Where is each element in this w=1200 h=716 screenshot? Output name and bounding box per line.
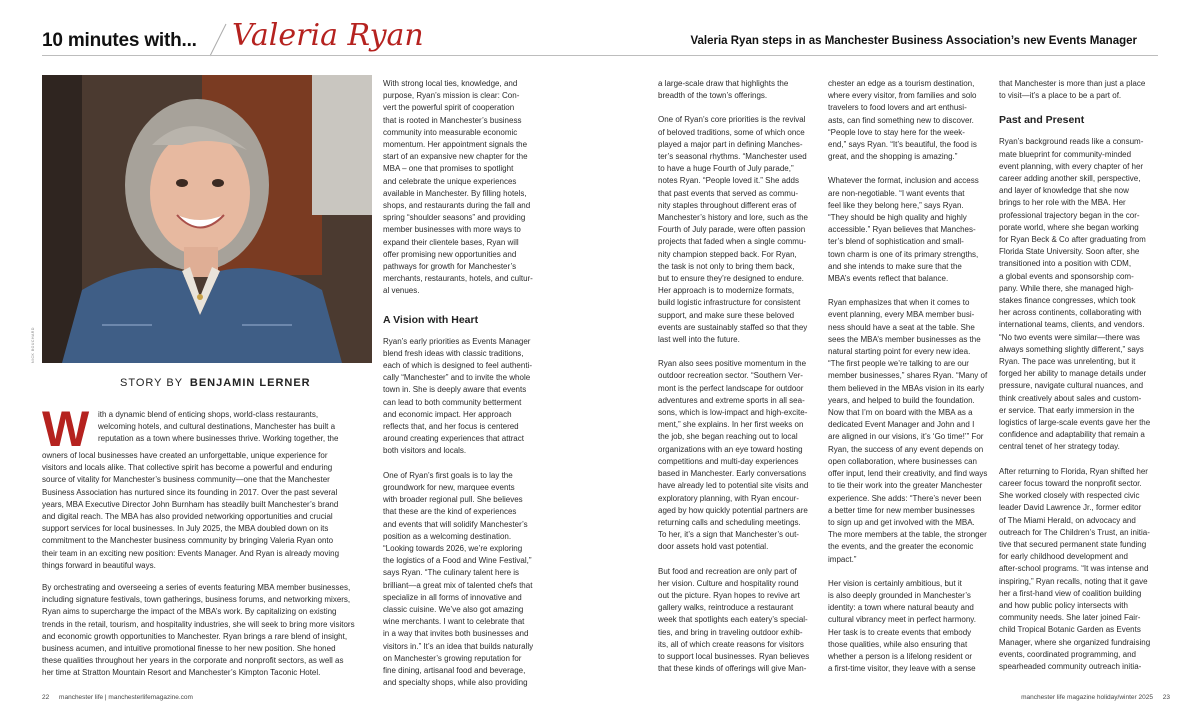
intro-block [42, 401, 374, 690]
footer-left [42, 694, 193, 701]
col3-paragraph-4: Her vision is certainly ambitious, but it is also deeply grounded in Manchester’s identity: a town where natural beauty and cultural vibrancy meet in perfect harmony. Her task is to create events that embody those qualities, while also ensuring that whether a person is a lifelong resident or a first-time visitor, they leave with a sense [828, 578, 976, 674]
col2-paragraph-1: a large-scale draw that highlights the breadth of the town’s offerings. [658, 79, 789, 101]
col2-paragraph-2: One of Ryan’s core priorities is the revival of beloved traditions, some of which once played a major part in defining Manches- ter’s seasonal rhythms. “Manchester used to have a huge Fourth of July parade,” notes Ryan. “People loved it.” She adds that past events that served as commu- nity staples throughout different eras of Manchester’s history and lore, such as the Fourth of July parade, were often passion projects that faded when a single commu- nity champion stepped back. For Ryan, the task is not only to bring them back, but to ensure they’re designed to endure. Her approach is to modernize formats, build logistic infrastructure for consistent support, and make sure these beloved events are sustainably staffed so that they last well into the future. [658, 115, 809, 345]
photo-credit: NICK BOUCHARD [31, 327, 35, 363]
col4-paragraph-3: After returning to Florida, Ryan shifted her career focus toward the nonprofit sector. She worked closely with respected civic leader David Lawrence Jr., former editor of The Miami Herald, on advocacy and outreach for The Children’s Trust, an initia- tive that secured permanent state funding for early childhood development and after-school programs. “It was intense and inspiring,” Ryan recalls, noting that it gave her a first-hand view of coalition building and how public policy intersects with community needs. She later joined Fair- child Tropical Botanic Garden as Events Manager, where she organized fundraising events, coordinated programming, and spearheaded community outreach initia- [999, 466, 1151, 671]
drop-cap: W [42, 401, 90, 457]
footer-left-text: manchester life | manchesterlifemagazine.com [59, 694, 193, 701]
page-number-right: 23 [1162, 694, 1170, 701]
header-slash-divider [206, 22, 230, 58]
portrait-photo [42, 75, 372, 363]
col4-paragraph-2: Ryan’s background reads like a consum- mate blueprint for community-minded event planning, with every chapter of her career adding another skill, perspective, and layer of knowledge that she now brings to her role with the MBA. Her professional trajectory began in the cor- porate world, where she began working for Ryan Beck & Co after graduating from Florida State University. Soon after, she transitioned into a position with CDM, a global events and sponsorship com- pany. While there, she managed high- stakes finance congresses, which took her across continents, collaborating with international teams, clients, and vendors. “No two events were similar—there was always something slightly different,” says Ryan. The pace was unrelenting, but it forged her ability to manage details under pressure, navigate cultural nuances, and think creatively about sales and custom- er service. That early immersion in the logistics of large-scale events gave her the confidence and adaptability that remain a central tenet of her strategy today. [999, 137, 1151, 452]
header-prefix: 10 minutes with... [42, 30, 197, 51]
byline-label: STORY BY [120, 377, 183, 389]
col2-paragraph-4: But food and recreation are only part of her vision. Culture and hospitality round out the picture. Ryan hopes to revive art gallery walks, reintroduce a restaurant week that spotlights each eatery’s special- ties, and bring in traveling outdoor exhib- its, all of which create reasons for visitors to support local businesses. Ryan believes that these kinds of offerings will give Man- [658, 566, 810, 674]
header-headline: Valeria Ryan steps in as Manchester Business Association’s new Events Manager [690, 35, 1137, 47]
intro-paragraph-1: owners of local businesses have created an unforgettable, unique experience for visitors and locals alike. That collective spirit has become a powerful and enduring source of vitality for Manchester’s business community—one that the Manchester Business Association has nurtured since its founding in 2017. Over the past several years, MBA Executive Director John Burnham has steadily built Manchester’s brand and digital reach. The MBA has also provided networking opportunities and crucial support services for local businesses. In July 2025, the MBA doubled down on its commitment to the Manchester business community by bringing Valeria Ryan onto their team in an exciting new position: Events Manager. And Ryan is already moving things forward in beautiful ways. [42, 451, 340, 570]
col1-paragraph-1: With strong local ties, knowledge, and purpose, Ryan’s mission is clear: Con- vert the powerful spirit of cooperation that is rooted in Manchester’s business community into measurable economic momentum. Her appointment signals the start of an expansive new chapter for the MBA – one that promises to spotlight and celebrate the unique experiences available in Manchester. By filling hotels, shops, and restaurants during the fall and spring “shoulder seasons” and providing member businesses with more ways to expand their clientele bases, Ryan will offer promising new opportunities and pathways for growth for Manchester’s merchants, restaurants, hotels, and cultur- al venues. [383, 79, 533, 296]
column-4 [999, 78, 1164, 685]
col2-paragraph-3: Ryan also sees positive momentum in the outdoor recreation sector. “Southern Ver- mont is the perfect landscape for outdoor adventures and extreme sports in all sea- sons, which is low-impact and high-excite- ment,” she explains. In her first weeks on the job, she began reaching out to local organizations with an eye toward hosting competitions and multi-day experiences based in Manchester. Early conversations have already led to potential site visits and exploratory planning, with Ryan encour- aged by how quickly potential partners are returning calls and scheduling meetings. To her, it’s a sign that Manchester’s out- door assets hold vast potential. [658, 359, 809, 552]
footer-right [1021, 694, 1170, 701]
section-heading-vision: A Vision with Heart [383, 313, 479, 326]
header-rule [42, 55, 1158, 56]
col3-paragraph-2: Whatever the format, inclusion and access are non-negotiable. “I want events that feel like they belong here,” says Ryan. “They should be high quality and highly accessible.” Ryan believes that Manches- ter’s blend of sophistication and small- town charm is one of its primary strengths, and she intends to make sure that the MBA’s events reflect that balance. [828, 176, 979, 284]
col3-paragraph-1: chester an edge as a tourism destination, where every visitor, from families and solo travelers to food lovers and art enthusi- asts, can find something new to discover. “People love to stay here for the week- end,” says Ryan. “It’s beautiful, the food is great, and the shopping is amazing.” [828, 79, 977, 162]
col3-paragraph-3: Ryan emphasizes that when it comes to event planning, every MBA member busi- ness should have a seat at the table. She sees the MBA’s member businesses as the natural starting point for every new idea. “The first people we’re talking to are our member businesses,” shares Ryan. “Many of them believed in the MBAs vision in its early years, and helped to build the foundation. Now that I’m on board with the MBA as a dedicated Event Manager and John and I are aligned in our visions, it’s ‘Go time!’” For Ryan, the success of any event depends on open collaboration, where businesses can offer input, lend their creativity, and find ways to tie their work into the greater Manchester experience. She adds: “There’s never been a better time for new member businesses to sign up and get involved with the MBA. The more members at the table, the stronger the events, and the greater the economic impact.” [828, 298, 988, 564]
column-2 [658, 78, 818, 687]
col1-paragraph-3: One of Ryan’s first goals is to lay the groundwork for new, marquee events with broader regional pull. She believes that these are the kind of experiences and events that will solidify Manchester’s position as a welcoming destination. “Looking towards 2026, we’re exploring the logistics of a Food and Wine Festival,” says Ryan. “The culinary talent here is brilliant—a great mix of talented chefs that specialize in all forms of innovative and classic cuisine. We’ve also got amazing wine merchants. I want to celebrate that in a way that invites both businesses and visitors in.” It’s an idea that builds naturally on Manchester’s growing reputation for fine dining, artisanal food and beverage, and specialty shops, while also providing [383, 470, 534, 688]
footer-right-text: manchester life magazine holiday/winter 2025 [1021, 694, 1153, 701]
column-1 [383, 78, 543, 701]
intro-paragraph-2: By orchestrating and overseeing a series of events featuring MBA member businesses, including signature festivals, town gatherings, business forums, and networking mixers, Ryan aims to supercharge the impact of the MBA’s work. By capitalizing on existing trends in the retail, tourism, and hospitality industries, she will seek to bring more visitors and economic growth opportunities to Manchester. Ryan brings a rare blend of insight, business acumen, and intuitive promotional finesse to her new position. She honed these qualities throughout her years in the corporate and nonprofit sectors, as well as her time at Stratton Mountain Resort and Manchester’s Kimpton Taconic Hotel. [42, 583, 355, 678]
section-heading-past-present: Past and Present [999, 114, 1085, 127]
header-name: Valeria Ryan [232, 18, 424, 53]
byline [120, 377, 311, 389]
column-3 [828, 78, 993, 687]
col4-paragraph-1: that Manchester is more than just a place to visit—it’s a place to be a part of. [999, 79, 1146, 101]
intro-first-lines: ith a dynamic blend of enticing shops, world-class restaurants, welcoming hotels, and cultural destinations, Manchester has built a reputation as a town where businesses thrive. Working together, the [98, 410, 339, 444]
col1-paragraph-2: Ryan’s early priorities as Events Manager blend fresh ideas with classic traditions, each of which is designed to feel authenti- cally “Manchester” and to invite the whole town in. She is deeply aware that events can lead to both community betterment and economic impact. Her approach reflects that, and her focus is centered around creating experiences that attract both visitors and locals. [383, 336, 532, 456]
byline-author: BENJAMIN LERNER [189, 377, 311, 389]
page-number-left: 22 [42, 694, 50, 701]
portrait-illustration [42, 75, 372, 363]
